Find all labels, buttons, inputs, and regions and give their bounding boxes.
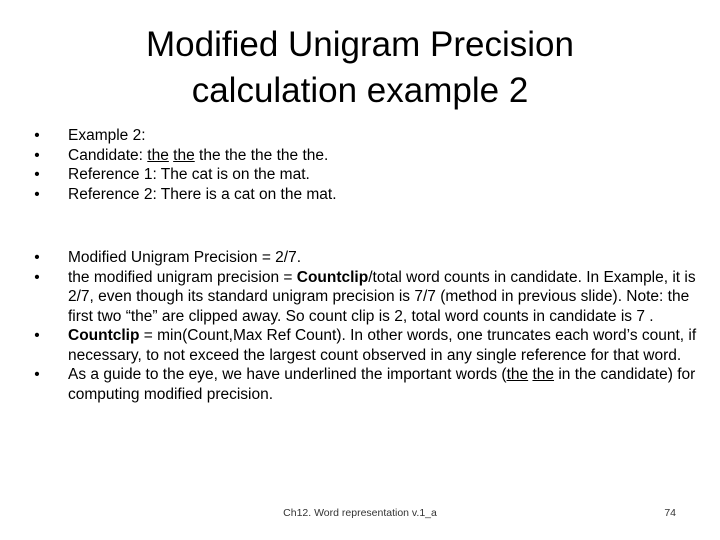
list-item-example-header <box>30 126 700 146</box>
example-header-text: Example 2: <box>68 127 146 144</box>
reference-1-text: Reference 1: The cat is on the mat. <box>68 166 310 183</box>
bullet-icon: • <box>34 249 40 266</box>
formula-prefix: the modified unigram precision = <box>68 268 297 286</box>
list-item-reference-2 <box>30 185 700 205</box>
list-item-result <box>30 248 700 268</box>
footer-text: Ch12. Word representation v.1_a <box>283 507 437 519</box>
countclip-term: Countclip <box>68 327 140 344</box>
guide-underlined-word-2: the <box>532 366 555 383</box>
formula-explanation: /total word counts in candidate. In Example, it is 2/7, even though its standard unigram precision is 7/7 (method in previous slide). Note: the first two “the” are clipped away. So count clip is 2, total word counts in candidate is 7 . <box>68 268 696 325</box>
guide-underlined-word-1: the <box>506 366 529 383</box>
example-list <box>30 126 700 204</box>
result-text: Modified Unigram Precision = 2/7. <box>68 249 302 266</box>
list-item-reference-1 <box>30 165 700 185</box>
bullet-icon: • <box>34 127 40 144</box>
bullet-icon: • <box>34 268 40 286</box>
slide-title-line-1: Modified Unigram Precision <box>146 25 574 64</box>
countclip-definition-text: = min(Count,Max Ref Count). In other words, one truncates each word’s count, if necessary, to not exceed the largest count observed in any single reference for that word. <box>68 327 697 364</box>
explanation-list <box>30 248 700 404</box>
bullet-icon: • <box>34 366 40 383</box>
reference-2-text: Reference 2: There is a cat on the mat. <box>68 185 337 203</box>
candidate-underlined-word-1: the <box>147 146 169 164</box>
bullet-icon: • <box>34 327 40 344</box>
candidate-rest: the the the the the. <box>194 146 329 164</box>
bullet-icon: • <box>34 185 40 203</box>
bullet-icon: • <box>34 146 40 164</box>
guide-suffix: in the candidate) for computing modified precision. <box>68 366 696 403</box>
formula-countclip-term: Countclip <box>296 268 369 286</box>
bullet-icon: • <box>34 166 40 183</box>
list-item-guide <box>30 365 700 404</box>
candidate-prefix: Candidate: <box>68 146 148 164</box>
slide-title-line-2: calculation example 2 <box>191 71 529 110</box>
list-item-candidate <box>30 146 700 166</box>
list-item-countclip-definition <box>30 326 700 365</box>
list-item-formula <box>30 268 700 327</box>
guide-prefix: As a guide to the eye, we have underlined the important words ( <box>68 366 507 383</box>
slide-title <box>0 22 720 114</box>
candidate-underlined-word-2: the <box>173 146 195 164</box>
page-number: 74 <box>664 507 676 519</box>
